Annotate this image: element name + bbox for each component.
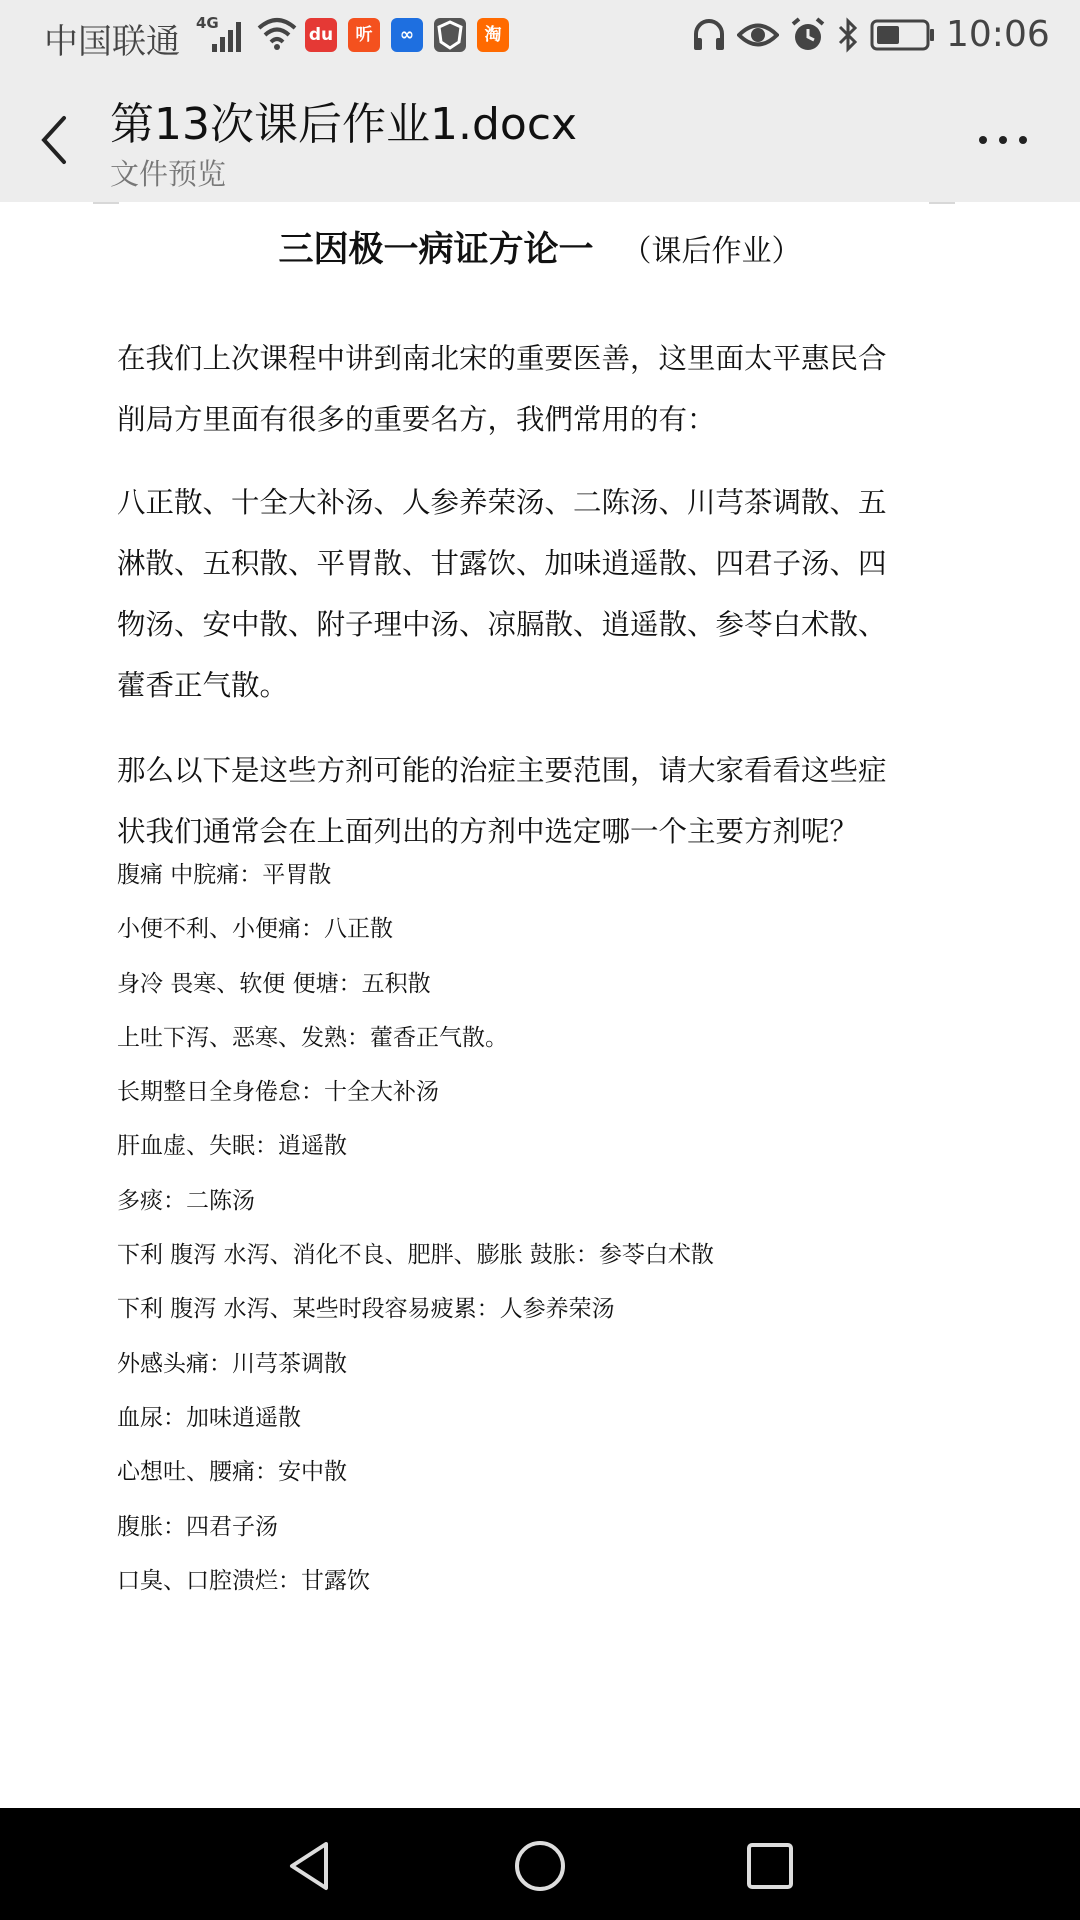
list-item: 上吐下泻、恶寒、发熟：藿香正气散。	[117, 1024, 508, 1051]
title-bar	[0, 72, 1080, 202]
clock: 10:06	[946, 14, 1050, 55]
text-line: 淋散、五积散、平胃散、甘露饮、加味逍遥散、四君子汤、四	[117, 547, 887, 580]
list-item: 多痰：二陈汤	[117, 1187, 255, 1214]
list-item: 腹胀：四君子汤	[117, 1513, 278, 1540]
list-item: 外感头痛：川芎茶调散	[117, 1350, 347, 1377]
list-item: 小便不利、小便痛：八正散	[117, 916, 393, 943]
document-subtitle: 文件预览	[110, 157, 227, 191]
text-line: 那么以下是这些方剂可能的治症主要范围，请大家看看这些症	[117, 754, 887, 787]
formula-paragraph	[117, 472, 917, 716]
alarm-icon	[789, 16, 827, 54]
document-title: 第13次课后作业1.docx	[110, 99, 578, 150]
list-item: 血尿：加味逍遥散	[117, 1404, 301, 1431]
document-heading	[0, 222, 1080, 272]
answer-list	[117, 848, 714, 1608]
recents-square-icon	[740, 1836, 800, 1896]
nav-home-button[interactable]	[510, 1836, 570, 1896]
battery-icon	[870, 18, 936, 52]
infinity-app-icon: ∞	[391, 18, 423, 52]
back-button[interactable]	[28, 100, 84, 180]
list-item: 口臭、口腔溃烂：甘露饮	[117, 1567, 370, 1594]
headphones-icon	[691, 16, 727, 54]
signal-icon	[210, 18, 248, 54]
text-line: 在我们上次课程中讲到南北宋的重要医善，这里面太平惠民合	[117, 342, 887, 375]
page-corner-marker	[93, 202, 119, 204]
eye-icon	[737, 16, 779, 54]
intro-paragraph	[117, 328, 917, 450]
cellular-status	[196, 16, 250, 56]
text-line: 物汤、安中散、附子理中汤、凉膈散、逍遥散、参苓白术散、	[117, 608, 887, 641]
heading-note: （课后作业）	[621, 234, 802, 269]
list-item: 身冷 畏寒、软便 便塘：五积散	[117, 970, 431, 997]
ting-app-icon: 听	[348, 18, 380, 52]
taobao-icon: 淘	[477, 18, 509, 52]
document-preview[interactable]	[0, 202, 1080, 1808]
status-bar	[0, 0, 1080, 72]
list-item: 肝血虚、失眠：逍遥散	[117, 1133, 347, 1160]
nav-back-button[interactable]	[280, 1836, 340, 1896]
network-type: 4G	[196, 14, 219, 32]
bluetooth-icon	[835, 16, 861, 54]
heading-text: 三因极一病证方论一	[278, 230, 594, 270]
more-options-button[interactable]	[970, 104, 1036, 174]
navigation-bar	[0, 1808, 1080, 1920]
list-item: 下利 腹泻 水泻、消化不良、肥胖、膨胀 鼓胀：参苓白术散	[117, 1242, 714, 1269]
text-line: 藿香正气散。	[117, 669, 289, 702]
chevron-left-icon	[28, 100, 84, 180]
list-item: 腹痛 中脘痛：平胃散	[117, 862, 332, 888]
back-triangle-icon	[280, 1836, 340, 1896]
nav-recents-button[interactable]	[740, 1836, 800, 1896]
shield-app-icon	[434, 18, 466, 52]
wifi-icon	[257, 16, 297, 52]
list-item: 长期整日全身倦怠：十全大补汤	[117, 1079, 439, 1106]
text-line: 八正散、十全大补汤、人参养荣汤、二陈汤、川芎茶调散、五	[117, 486, 887, 519]
text-line: 状我们通常会在上面列出的方剂中选定哪一个主要方剂呢？	[117, 815, 859, 848]
text-line: 削局方里面有很多的重要名方，我們常用的有：	[117, 403, 716, 436]
carrier-name: 中国联通	[44, 22, 180, 62]
question-paragraph	[117, 740, 917, 862]
page-corner-marker	[929, 202, 955, 204]
baidu-map-icon: du	[305, 18, 337, 52]
list-item: 心想吐、腰痛：安中散	[117, 1459, 347, 1486]
list-item: 下利 腹泻 水泻、某些时段容易疲累：人参养荣汤	[117, 1296, 615, 1323]
home-circle-icon	[510, 1836, 570, 1896]
